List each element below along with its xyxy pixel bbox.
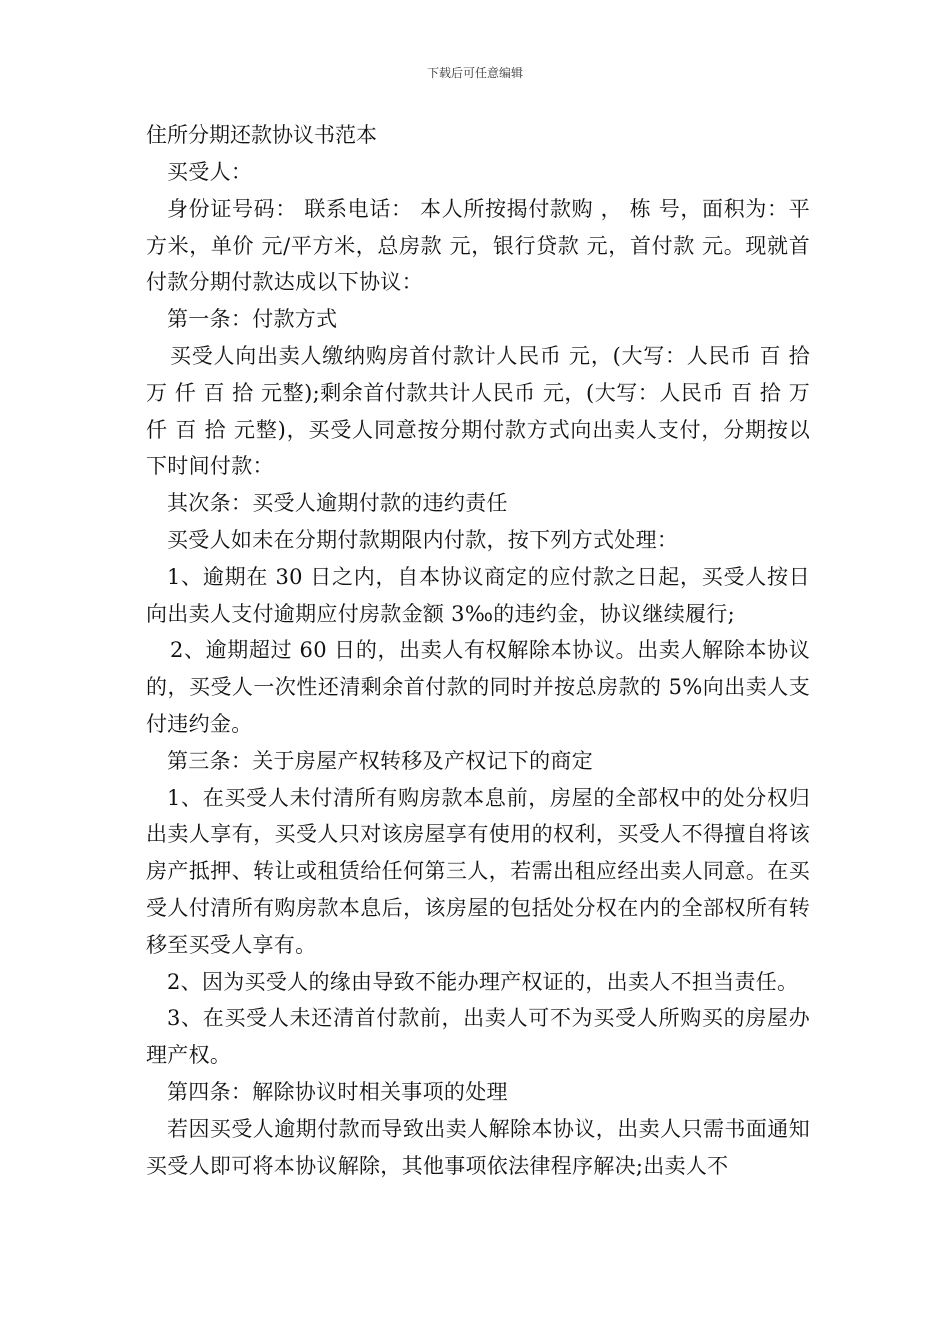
- article-2-item-1: 1、逾期在 30 日之内，自本协议商定的应付款之日起，买受人按日向出卖人支付逾期应付房款金额 3‰的违约金，协议继续履行;: [146, 564, 810, 626]
- article-4-body: 若因买受人逾期付款而导致出卖人解除本协议，出卖人只需书面通知买受人即可将本协议解除，其他事项依法律程序解决;出卖人不: [146, 1116, 810, 1178]
- document-title: 住所分期还款协议书范本: [146, 123, 377, 147]
- paragraph-intro: 身份证号码： 联系电话： 本人所按揭付款购 ， 栋 号，面积为：平方米，单价 元/平方米，总房款 元，银行贷款 元，首付款 元。现就首付款分期付款达成以下协议：: [146, 196, 810, 295]
- paragraph-buyer: 买受人：: [167, 160, 253, 184]
- article-4-heading: 第四条：解除协议时相关事项的处理: [167, 1079, 508, 1104]
- article-2-heading: 其次条：买受人逾期付款的违约责任: [167, 491, 508, 516]
- article-3-heading: 第三条：关于房屋产权转移及产权记下的商定: [167, 748, 593, 773]
- article-1-body: 买受人向出卖人缴纳购房首付款计人民币 元，(大写：人民币 百 拾 万 仟 百 拾 元整);剩余首付款共计人民币 元，(大写：人民币 百 拾 万 仟 百 拾 元整)，买受人同意按分期付款方式向出卖人支付，分期按以下时间付款：: [146, 343, 810, 479]
- article-3-item-3: 3、在买受人未还清首付款前，出卖人可不为买受人所购买的房屋办理产权。: [146, 1006, 810, 1068]
- article-3-item-1: 1、在买受人未付清所有购房款本息前，房屋的全部权中的处分权归出卖人享有，买受人只对该房屋享有使用的权利，买受人不得擅自将该房产抵押、转让或租赁给任何第三人，若需出租应经出卖人同意。在买受人付清所有购房款本息后，该房屋的包括处分权在内的全部权所有转移至买受人享有。: [146, 785, 810, 957]
- document-body: [146, 118, 810, 1184]
- article-1-heading: 第一条：付款方式: [167, 307, 338, 332]
- article-2-item-2: 2、逾期超过 60 日的，出卖人有权解除本协议。出卖人解除本协议的，买受人一次性还清剩余首付款的同时并按总房款的 5%向出卖人支付违约金。: [146, 638, 810, 736]
- article-3-item-2: 2、因为买受人的缘由导致不能办理产权证的，出卖人不担当责任。: [167, 969, 799, 994]
- article-2-intro: 买受人如未在分期付款期限内付款，按下列方式处理：: [167, 527, 679, 552]
- page-header: 下载后可任意编辑: [426, 66, 523, 80]
